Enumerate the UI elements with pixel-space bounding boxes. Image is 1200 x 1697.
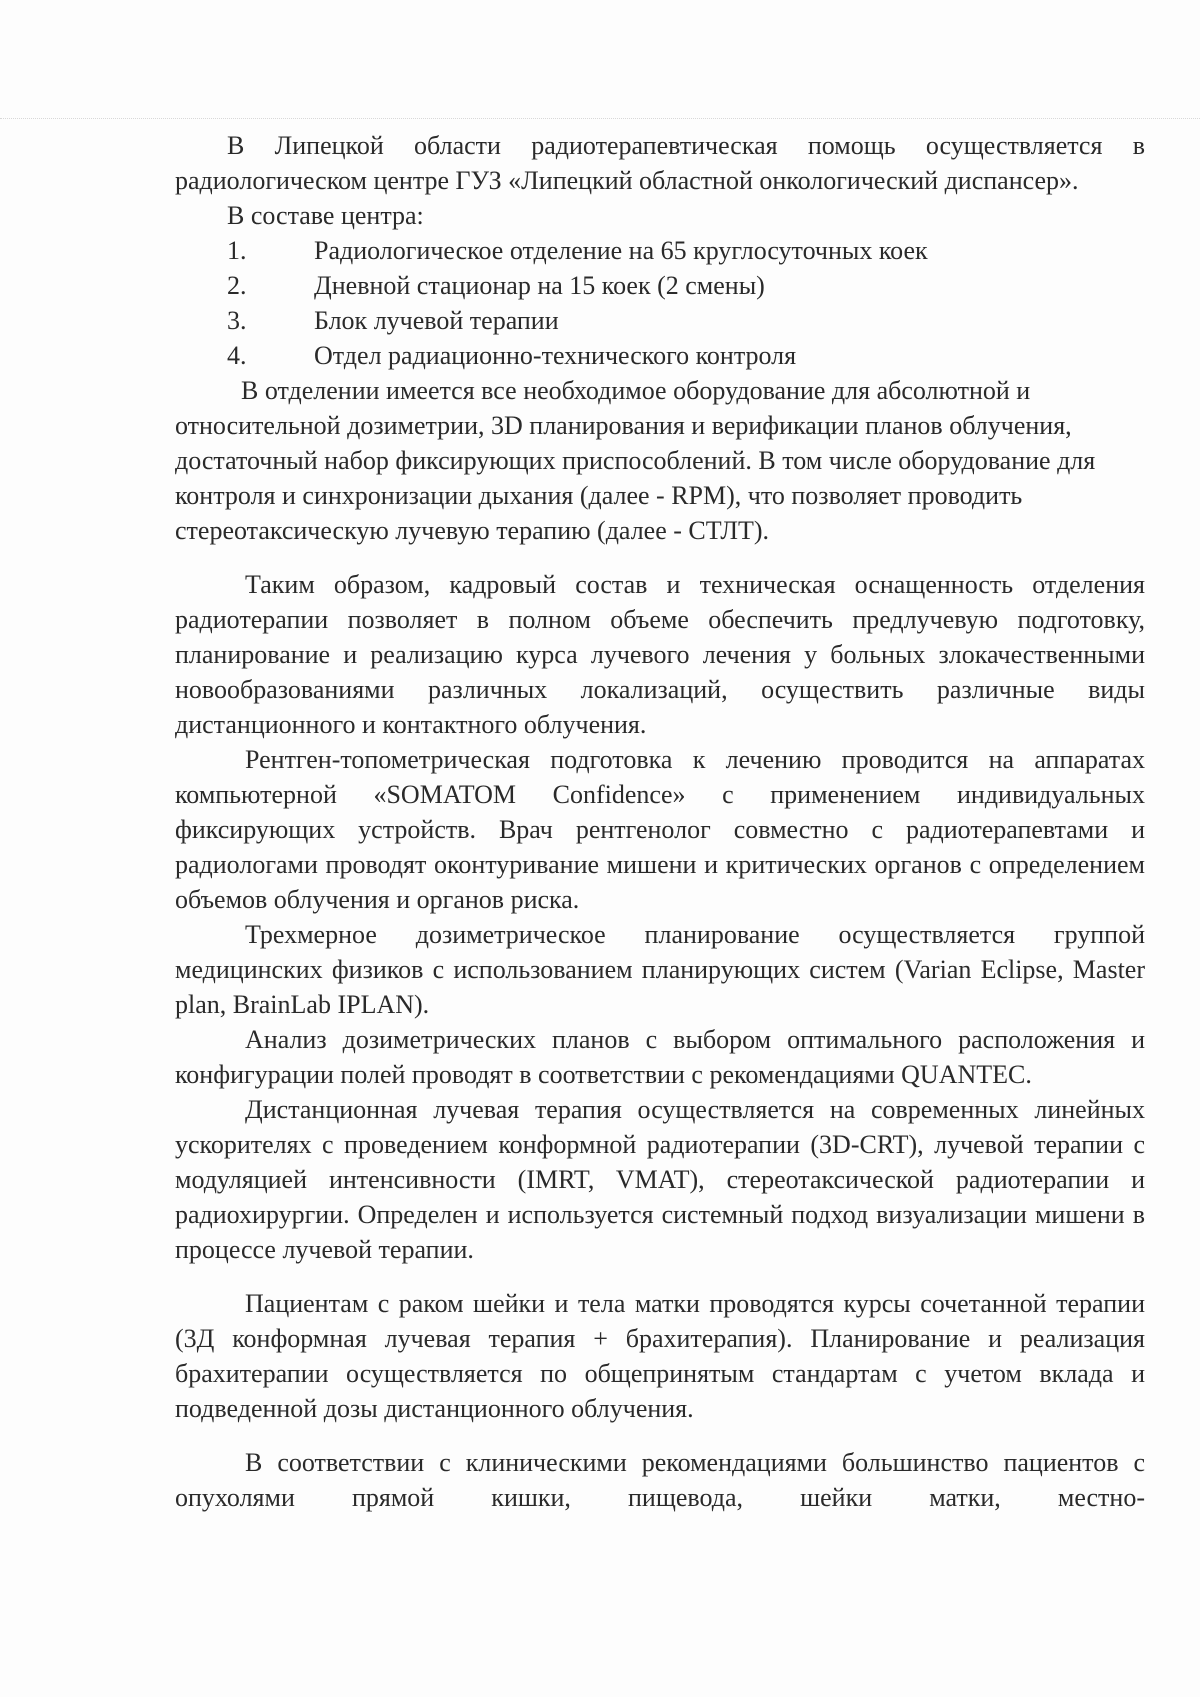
list-item <box>175 268 1145 303</box>
analysis-paragraph: Анализ дозиметрических планов с выбором оптимального расположения и конфигурации полей проводят в соответствии с рекомендациями QUANTEC. <box>175 1025 1145 1089</box>
topometry-paragraph: Рентген-топометрическая подготовка к лечению проводится на аппаратах компьютерной «SOMATOM Confidence» с применением индивидуальных фиксирующих устройств. Врач рентгенолог совместно с радиотерапевтами и радиологами проводят оконтуривание мишени и критических органов с определением объемов облучения и органов риска. <box>175 745 1145 914</box>
external-beam-paragraph: Дистанционная лучевая терапия осуществляется на современных линейных ускорителях с проведением конформной радиотерапии (3D-CRT), лучевой терапии с модуляцией интенсивности (IMRT, VMAT), стереотаксической радиотерапии и радиохирургии. Определен и используется системный подход визуализации мишени в процессе лучевой терапии. <box>175 1095 1145 1264</box>
list-item-text: Радиологическое отделение на 65 круглосуточных коек <box>314 236 928 265</box>
list-item-text: Отдел радиационно-технического контроля <box>314 341 797 370</box>
closing-paragraph: В соответствии с клиническими рекомендациями большинство пациентов с опухолями прямой кишки, пищевода, шейки матки, местно- <box>175 1448 1145 1512</box>
summary-paragraph: Таким образом, кадровый состав и техническая оснащенность отделения радиотерапии позволяет в полном объеме обеспечить предлучевую подготовку, планирование и реализацию курса лучевого лечения у больных злокачественными новообразованиями различных локализаций, осуществить различные виды дистанционного и контактного облучения. <box>175 570 1145 739</box>
scan-artifact-line <box>0 118 1200 119</box>
list-item-text: Дневной стационар на 15 коек (2 смены) <box>314 271 765 300</box>
list-item <box>175 338 1145 373</box>
document-body <box>175 128 1145 1515</box>
composition-heading: В составе центра: <box>227 201 424 230</box>
list-item-number: 3. <box>227 306 247 335</box>
list-item-text: Блок лучевой терапии <box>314 306 559 335</box>
list-item-number: 4. <box>227 341 247 370</box>
list-item <box>175 233 1145 268</box>
planning-paragraph: Трехмерное дозиметрическое планирование осуществляется группой медицинских физиков с использованием планирующих систем (Varian Eclipse, Master plan, BrainLab IPLAN). <box>175 920 1145 1019</box>
equipment-paragraph: В отделении имеется все необходимое оборудование для абсолютной и относительной дозиметрии, 3D планирования и верификации планов облучения, достаточный набор фиксирующих приспособлений. В том числе оборудование для контроля и синхронизации дыхания (далее - RPM), что позволяет проводить стереотаксическую лучевую терапию (далее - СТЛТ). <box>175 376 1096 545</box>
brachytherapy-paragraph: Пациентам с раком шейки и тела матки проводятся курсы сочетанной терапии (3Д конформная лучевая терапия + брахитерапия). Планирование и реализация брахитерапии осуществляется по общепринятым стандартам с учетом вклада и подведенной дозы дистанционного облучения. <box>175 1289 1145 1423</box>
intro-paragraph: В Липецкой области радиотерапевтическая помощь осуществляется в радиологическом центре ГУЗ «Липецкий областной онкологический диспансер». <box>175 131 1145 195</box>
composition-list <box>175 233 1145 373</box>
list-item-number: 2. <box>227 271 247 300</box>
list-item-number: 1. <box>227 236 247 265</box>
list-item <box>175 303 1145 338</box>
